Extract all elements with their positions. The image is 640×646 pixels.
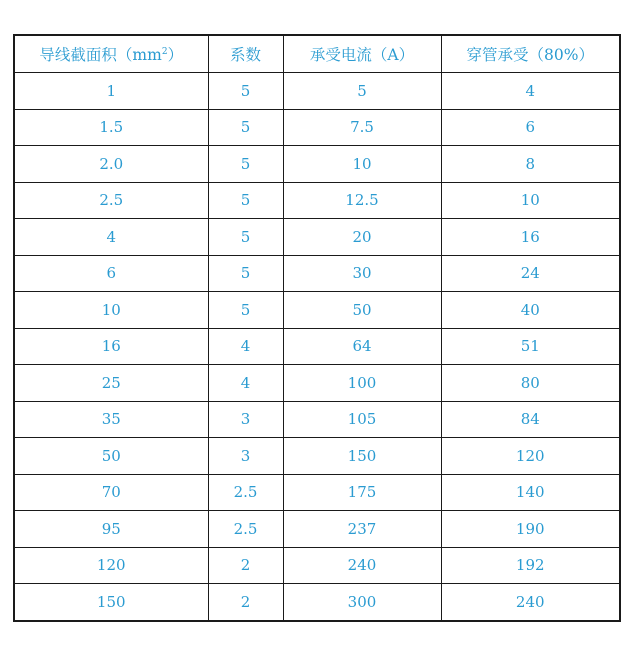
table-row	[14, 547, 620, 584]
table-row	[14, 73, 620, 110]
cell-current: 105	[283, 401, 441, 438]
cell-section: 1.5	[14, 109, 208, 146]
cell-current: 240	[283, 547, 441, 584]
cell-conduit: 240	[441, 584, 620, 621]
table-row	[14, 438, 620, 475]
cell-section: 35	[14, 401, 208, 438]
cell-section: 150	[14, 584, 208, 621]
cell-section: 1	[14, 73, 208, 110]
cell-current: 12.5	[283, 182, 441, 219]
cell-section: 16	[14, 328, 208, 365]
cell-conduit: 24	[441, 255, 620, 292]
cell-coefficient: 2.5	[208, 511, 283, 548]
cell-conduit: 40	[441, 292, 620, 329]
cell-current: 7.5	[283, 109, 441, 146]
cell-section: 95	[14, 511, 208, 548]
cell-section: 6	[14, 255, 208, 292]
wire-current-table	[13, 34, 621, 622]
cell-coefficient: 3	[208, 438, 283, 475]
cell-conduit: 84	[441, 401, 620, 438]
cell-section: 4	[14, 219, 208, 256]
cell-current: 300	[283, 584, 441, 621]
header-current: 承受电流（A）	[283, 35, 441, 73]
cell-current: 100	[283, 365, 441, 402]
table-row	[14, 365, 620, 402]
cell-coefficient: 2	[208, 584, 283, 621]
cell-current: 30	[283, 255, 441, 292]
table-row	[14, 328, 620, 365]
table-row	[14, 474, 620, 511]
cell-conduit: 120	[441, 438, 620, 475]
cell-coefficient: 5	[208, 292, 283, 329]
cell-coefficient: 5	[208, 182, 283, 219]
cell-current: 175	[283, 474, 441, 511]
cell-section: 25	[14, 365, 208, 402]
cell-coefficient: 2.5	[208, 474, 283, 511]
table-row	[14, 584, 620, 621]
table-row	[14, 255, 620, 292]
cell-coefficient: 3	[208, 401, 283, 438]
table-row	[14, 219, 620, 256]
table-row	[14, 182, 620, 219]
cell-conduit: 6	[441, 109, 620, 146]
table-row	[14, 401, 620, 438]
cell-conduit: 8	[441, 146, 620, 183]
cell-coefficient: 4	[208, 365, 283, 402]
cell-current: 237	[283, 511, 441, 548]
cell-coefficient: 5	[208, 219, 283, 256]
cell-coefficient: 5	[208, 73, 283, 110]
cell-coefficient: 5	[208, 255, 283, 292]
cell-section: 2.5	[14, 182, 208, 219]
cell-coefficient: 5	[208, 109, 283, 146]
cell-coefficient: 2	[208, 547, 283, 584]
cell-section: 70	[14, 474, 208, 511]
table-row	[14, 146, 620, 183]
table-row	[14, 292, 620, 329]
cell-conduit: 10	[441, 182, 620, 219]
cell-section: 120	[14, 547, 208, 584]
table-row	[14, 109, 620, 146]
cell-conduit: 4	[441, 73, 620, 110]
header-coefficient: 系数	[208, 35, 283, 73]
cell-coefficient: 4	[208, 328, 283, 365]
cell-conduit: 192	[441, 547, 620, 584]
cell-conduit: 80	[441, 365, 620, 402]
cell-conduit: 190	[441, 511, 620, 548]
table-row	[14, 511, 620, 548]
cell-current: 5	[283, 73, 441, 110]
header-cross-section: 导线截面积$(mm^2)$	[14, 35, 208, 73]
cell-current: 64	[283, 328, 441, 365]
cell-section: 2.0	[14, 146, 208, 183]
cell-conduit: 51	[441, 328, 620, 365]
cell-section: 50	[14, 438, 208, 475]
cell-current: 10	[283, 146, 441, 183]
cell-conduit: 140	[441, 474, 620, 511]
cell-conduit: 16	[441, 219, 620, 256]
table-header-row	[14, 35, 620, 73]
header-conduit: 穿管承受（80%）	[441, 35, 620, 73]
cell-current: 20	[283, 219, 441, 256]
cell-section: 10	[14, 292, 208, 329]
cell-coefficient: 5	[208, 146, 283, 183]
cell-current: 150	[283, 438, 441, 475]
cell-current: 50	[283, 292, 441, 329]
